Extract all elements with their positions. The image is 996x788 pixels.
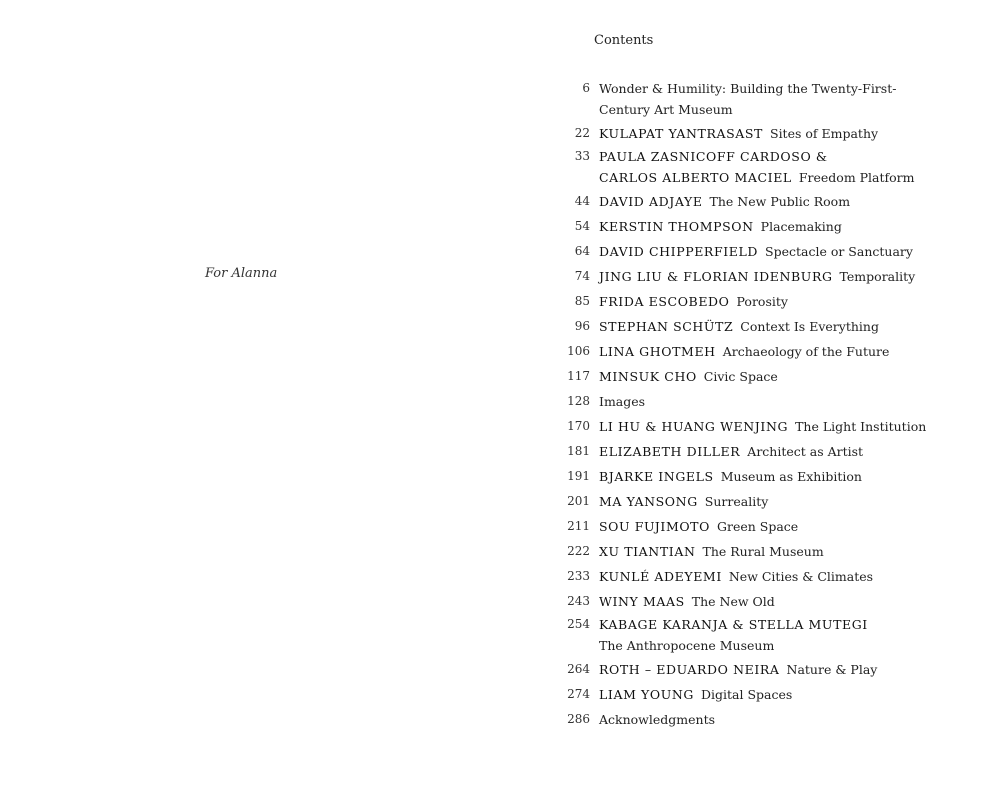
toc-author: DAVID ADJAYE: [599, 194, 703, 209]
toc-title: Freedom Platform: [798, 170, 915, 185]
toc-author: LI HU & HUANG WENJING: [599, 419, 789, 434]
toc-line: [558, 239, 993, 264]
toc-title: Century Art Museum: [599, 102, 733, 117]
toc-page-number: 211: [567, 519, 590, 533]
toc-line: [558, 564, 993, 589]
toc-line: [558, 489, 993, 514]
toc-entry: [558, 78, 993, 121]
toc-entry: [558, 539, 993, 564]
toc-text: [599, 682, 792, 707]
toc-title: Surreality: [704, 494, 769, 509]
toc-title: Archaeology of the Future: [722, 344, 890, 359]
toc-line: [558, 389, 993, 414]
toc-author: LINA GHOTMEH: [599, 344, 716, 359]
table-of-contents: [558, 78, 993, 732]
toc-text: [599, 439, 863, 464]
toc-entry: [558, 339, 993, 364]
toc-title: Architect as Artist: [747, 444, 864, 459]
toc-author: MA YANSONG: [599, 494, 698, 509]
toc-page-number: 106: [567, 344, 590, 358]
toc-line: [558, 682, 993, 707]
toc-entry: [558, 614, 993, 657]
toc-title: Images: [599, 394, 646, 409]
toc-entry: [558, 146, 993, 189]
toc-author: BJARKE INGELS: [599, 469, 714, 484]
toc-author: ELIZABETH DILLER: [599, 444, 741, 459]
toc-text: [599, 539, 824, 564]
toc-title: Museum as Exhibition: [720, 469, 862, 484]
toc-author: WINY MAAS: [599, 594, 685, 609]
toc-line: [558, 614, 993, 635]
toc-title: The New Old: [691, 594, 775, 609]
toc-text: [599, 589, 775, 614]
toc-entry: [558, 489, 993, 514]
toc-page-number: 128: [567, 394, 590, 408]
toc-page-number: 286: [567, 712, 590, 726]
toc-line: [558, 657, 993, 682]
toc-text: [599, 389, 645, 414]
toc-text: [599, 464, 862, 489]
toc-title: Civic Space: [703, 369, 778, 384]
toc-entry: [558, 121, 993, 146]
toc-title: Green Space: [716, 519, 799, 534]
toc-text: [599, 514, 798, 539]
toc-page-number: 222: [567, 544, 590, 558]
toc-entry: [558, 289, 993, 314]
toc-text: [599, 167, 915, 189]
toc-line: [558, 99, 993, 121]
toc-entry: [558, 314, 993, 339]
toc-author: CARLOS ALBERTO MACIEL: [599, 170, 792, 185]
toc-author: DAVID CHIPPERFIELD: [599, 244, 759, 259]
toc-line: [558, 589, 993, 614]
contents-heading: Contents: [594, 33, 654, 48]
toc-page-number: 117: [567, 369, 590, 383]
toc-text: [599, 564, 873, 589]
toc-page-number: 85: [574, 294, 590, 308]
toc-title: Sites of Empathy: [770, 126, 879, 141]
toc-text: [599, 99, 733, 121]
toc-page-number: 170: [567, 419, 590, 433]
toc-text: [599, 289, 788, 314]
toc-text: [599, 314, 879, 339]
toc-page-number: 201: [567, 494, 590, 508]
toc-page-number: 96: [574, 319, 590, 333]
toc-title: New Cities & Climates: [728, 569, 874, 584]
right-page: [498, 0, 996, 788]
toc-page-number: 22: [574, 126, 590, 140]
toc-line: [558, 635, 993, 657]
toc-text: [599, 339, 889, 364]
toc-line: [558, 146, 993, 167]
toc-author: LIAM YOUNG: [599, 687, 694, 702]
toc-page-number: 233: [567, 569, 590, 583]
toc-page-number: 74: [574, 269, 590, 283]
toc-author: JING LIU & FLORIAN IDENBURG: [599, 269, 833, 284]
dedication: For Alanna: [205, 266, 278, 281]
toc-text: [599, 78, 896, 99]
toc-entry: [558, 214, 993, 239]
toc-line: [558, 264, 993, 289]
toc-text: [599, 614, 875, 635]
toc-author: ROTH – EDUARDO NEIRA: [599, 662, 780, 677]
toc-entry: [558, 189, 993, 214]
toc-author: MINSUK CHO: [599, 369, 697, 384]
toc-entry: [558, 439, 993, 464]
toc-author: KERSTIN THOMPSON: [599, 219, 754, 234]
toc-line: [558, 514, 993, 539]
toc-text: [599, 657, 877, 682]
toc-entry: [558, 514, 993, 539]
toc-title: Nature & Play: [786, 662, 878, 677]
toc-entry: [558, 239, 993, 264]
toc-entry: [558, 682, 993, 707]
toc-title: Porosity: [736, 294, 788, 309]
toc-page-number: 243: [567, 594, 590, 608]
toc-text: [599, 489, 768, 514]
toc-text: [599, 121, 878, 146]
toc-title: Temporality: [839, 269, 916, 284]
toc-title: Acknowledgments: [599, 712, 716, 727]
toc-title: Spectacle or Sanctuary: [765, 244, 913, 259]
toc-entry: [558, 589, 993, 614]
toc-text: [599, 214, 842, 239]
toc-title: Context Is Everything: [740, 319, 879, 334]
toc-text: [599, 635, 774, 657]
toc-page-number: 44: [574, 194, 590, 208]
toc-line: [558, 78, 993, 99]
toc-author: XU TIANTIAN: [599, 544, 696, 559]
toc-line: [558, 439, 993, 464]
toc-author: STEPHAN SCHÜTZ: [599, 319, 734, 334]
toc-text: [599, 414, 926, 439]
toc-title: Wonder & Humility: Building the Twenty-First-: [599, 81, 897, 96]
toc-page-number: 54: [574, 219, 590, 233]
toc-page-number: 181: [567, 444, 590, 458]
toc-text: [599, 146, 835, 167]
toc-line: [558, 414, 993, 439]
toc-page-number: 33: [574, 149, 590, 163]
toc-entry: [558, 389, 993, 414]
toc-line: [558, 707, 993, 732]
toc-line: [558, 464, 993, 489]
toc-page-number: 274: [567, 687, 590, 701]
toc-title: The New Public Room: [709, 194, 851, 209]
toc-line: [558, 121, 993, 146]
toc-entry: [558, 657, 993, 682]
toc-page-number: 6: [582, 81, 590, 95]
toc-author: PAULA ZASNICOFF CARDOSO &: [599, 149, 828, 164]
toc-line: [558, 364, 993, 389]
toc-entry: [558, 707, 993, 732]
toc-page-number: 264: [567, 662, 590, 676]
toc-line: [558, 539, 993, 564]
toc-line: [558, 314, 993, 339]
toc-author: KUNLÉ ADEYEMI: [599, 569, 722, 584]
toc-page-number: 64: [574, 244, 590, 258]
toc-entry: [558, 364, 993, 389]
toc-entry: [558, 264, 993, 289]
toc-entry: [558, 564, 993, 589]
toc-text: [599, 264, 915, 289]
toc-title: Placemaking: [760, 219, 842, 234]
toc-title: Digital Spaces: [701, 687, 793, 702]
toc-text: [599, 239, 913, 264]
toc-author: SOU FUJIMOTO: [599, 519, 710, 534]
toc-line: [558, 339, 993, 364]
toc-line: [558, 189, 993, 214]
toc-author: KABAGE KARANJA & STELLA MUTEGI: [599, 617, 868, 632]
toc-entry: [558, 414, 993, 439]
toc-title: The Anthropocene Museum: [599, 638, 775, 653]
toc-line: [558, 214, 993, 239]
toc-author: KULAPAT YANTRASAST: [599, 126, 763, 141]
toc-text: [599, 189, 850, 214]
toc-text: [599, 707, 715, 732]
toc-text: [599, 364, 778, 389]
toc-page-number: 191: [567, 469, 590, 483]
toc-author: FRIDA ESCOBEDO: [599, 294, 730, 309]
toc-title: The Rural Museum: [702, 544, 824, 559]
toc-page-number: 254: [567, 617, 590, 631]
toc-line: [558, 167, 993, 189]
toc-line: [558, 289, 993, 314]
toc-title: The Light Institution: [795, 419, 927, 434]
toc-entry: [558, 464, 993, 489]
